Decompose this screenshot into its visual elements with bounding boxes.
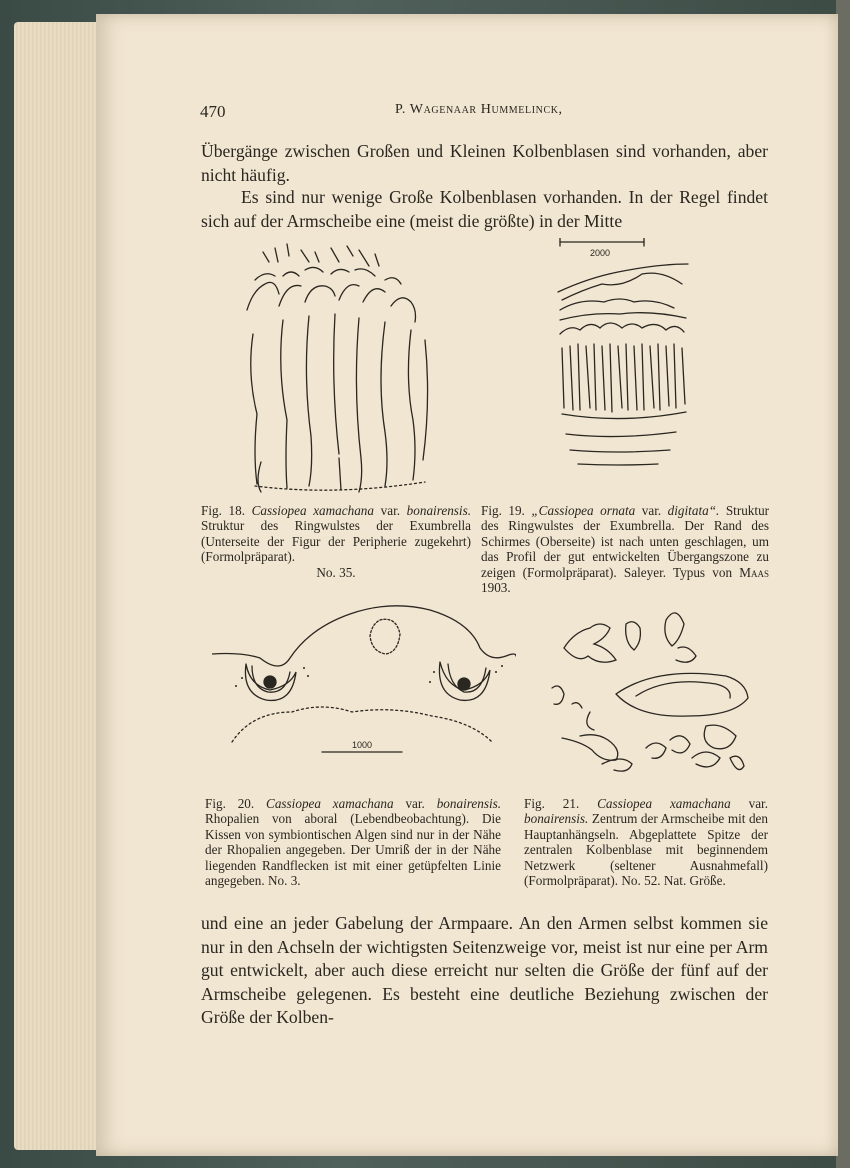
scale-label-2000: 2000 — [590, 248, 611, 258]
cover-edge — [836, 0, 850, 1168]
caption-fig-18 — [201, 503, 471, 580]
caption-fig-20 — [205, 796, 501, 888]
page-number: 470 — [200, 102, 226, 121]
figure-21-drawing — [542, 608, 758, 784]
caption-label: Fig. 19. — [481, 503, 525, 518]
species-name: Cassiopea xamachana — [266, 796, 394, 811]
variety-name: bonairensis. — [406, 503, 472, 518]
var-prefix: var. — [405, 796, 425, 811]
caption-text: Rhopalien von aboral (Lebendbeobachtung). Die Kissen von symbiontischen Algen sind nur in der Nähe der Rhopalien angegeben. Der Umriß der in der Nähe liegenden Randflecken ist mit einer getüpfelten Linie angegeben. — [205, 811, 501, 889]
paragraph-bottom: und eine an jeder Gabelung der Armpaare. An den Armen selbst kommen sie nur in den Achseln der wichtigsten Seitenzweige vor, meist ist nur eine per Arm gut entwickelt, aber auch diese erreicht nur selten die Größe der fünf auf der Armscheibe gelegenen. Es besteht eine deutliche Beziehung zwischen der Größe der Kolben- — [201, 913, 768, 1027]
species-name: „Cassiopea ornata — [531, 503, 636, 518]
specimen-number: No. 3. — [267, 873, 301, 889]
figure-19-drawing — [548, 238, 708, 484]
var-prefix: var. — [748, 796, 769, 811]
species-name: Cassiopea xamachana — [597, 796, 731, 811]
page-edges — [14, 22, 104, 1150]
author-name: Maas — [739, 564, 769, 580]
caption-fig-19 — [481, 503, 769, 595]
var-prefix: var. — [641, 503, 662, 518]
figure-18-drawing — [235, 240, 445, 498]
running-head: P. Wagenaar Hummelinck, — [395, 102, 563, 117]
specimen-number: No. 35. — [316, 564, 356, 580]
var-prefix: var. — [380, 503, 401, 518]
caption-text: Zentrum der Armscheibe mit den Hauptanhängseln. Abgeplattete Spitze der zentralen Kolbenblase mit beginnendem Netzwerk (seltener Ausnahmefall) (Formolpräparat). No. 52. Nat. Größe. — [524, 811, 768, 889]
caption-label: Fig. 18. — [201, 503, 245, 518]
caption-label: Fig. 20. — [205, 796, 255, 811]
caption-year: 1903. — [481, 580, 511, 596]
page-header — [200, 100, 770, 124]
figure-20-drawing — [212, 602, 516, 762]
scale-label-1000: 1000 — [352, 740, 373, 750]
variety-name: bonairensis. — [524, 811, 589, 827]
caption-fig-21 — [524, 796, 768, 888]
species-name: Cassiopea xamachana — [251, 503, 374, 518]
caption-text: Struktur des Ringwulstes der Exumbrella (Unterseite der Figur der Peripherie zugekehrt) (Formolpräparat). — [201, 518, 471, 565]
paragraph-top-1: Übergänge zwischen Großen und Kleinen Kolbenblasen sind vorhanden, aber nicht häufig. — [201, 141, 768, 185]
paragraph-top-2: Es sind nur wenige Große Kolbenblasen vorhanden. In der Regel findet sich auf der Armscheibe eine (meist die größte) in der Mitte — [201, 187, 768, 231]
caption-label: Fig. 21. — [524, 796, 580, 811]
variety-name: digitata“. — [667, 503, 720, 518]
variety-name: bonairensis. — [436, 796, 502, 811]
caption-text: Struktur des Ringwulstes der Exumbrella. Der Rand des Schirmes (Oberseite) ist nach unten geschlagen, um das Profil der gut entwickelten Übergangszone zu zeigen (Formolpräparat). Saleyer. Typus von — [481, 503, 770, 580]
